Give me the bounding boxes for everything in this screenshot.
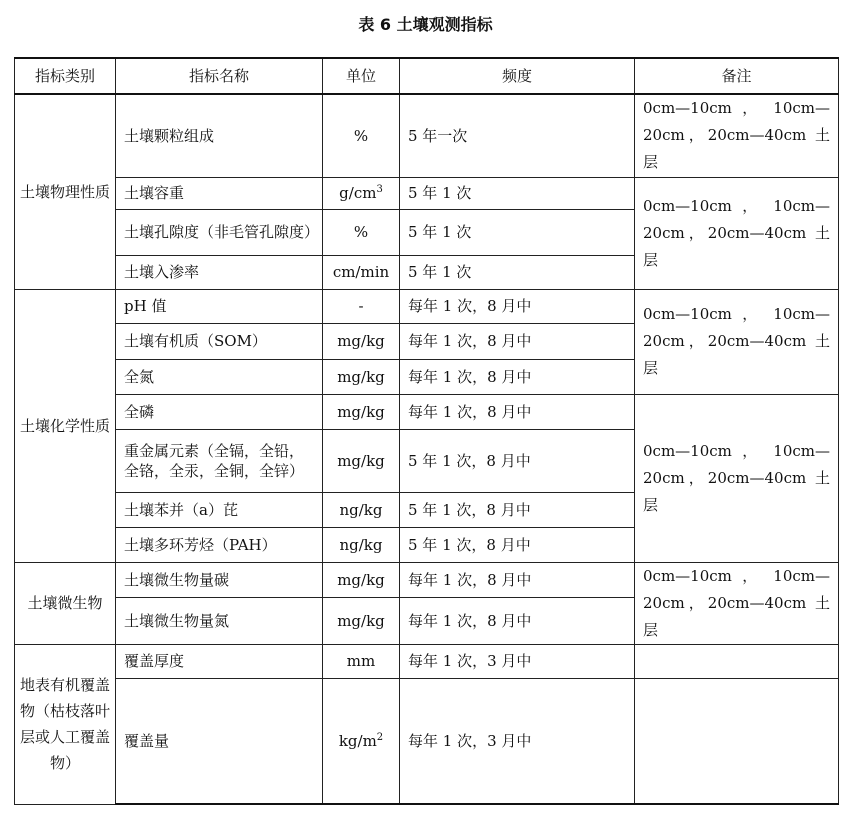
indicator-name: 土壤苯并（a）芘: [116, 492, 323, 527]
indicator-unit: mg/kg: [323, 597, 400, 644]
indicator-frequency: 5 年 1 次: [400, 209, 635, 255]
note-cell: 0cm—10cm ， 10cm—20cm，20cm—40cm 土层: [635, 562, 839, 644]
indicator-name: 土壤容重: [116, 177, 323, 209]
indicator-frequency: 每年 1 次，8 月中: [400, 394, 635, 429]
table-title: 表 6 土壤观测指标: [358, 15, 493, 34]
indicator-name: 土壤微生物量氮: [116, 597, 323, 644]
note-cell-empty: [635, 644, 839, 678]
unit-superscript: 3: [376, 184, 383, 195]
unit-superscript: 2: [376, 731, 384, 743]
header-unit: 单位: [323, 58, 400, 94]
indicator-unit: mg/kg: [323, 359, 400, 394]
table-row: [15, 394, 839, 429]
indicator-frequency: 每年 1 次，8 月中: [400, 562, 635, 597]
indicator-name: 土壤入渗率: [116, 255, 323, 289]
indicator-name: 土壤颗粒组成: [116, 94, 323, 177]
indicator-name: 土壤孔隙度（非毛管孔隙度）: [116, 209, 323, 255]
table-row: [15, 562, 839, 597]
category-cover: 地表有机覆盖物（枯枝落叶层或人工覆盖物）: [15, 644, 116, 804]
header-frequency: 频度: [400, 58, 635, 94]
indicator-name: 土壤有机质（SOM）: [116, 323, 323, 359]
header-note: 备注: [635, 58, 839, 94]
soil-indicator-table: [14, 57, 839, 805]
indicator-unit: %: [323, 94, 400, 177]
table-row: [15, 289, 839, 323]
indicator-frequency: 5 年 1 次，8 月中: [400, 492, 635, 527]
indicator-frequency: 5 年一次: [400, 94, 635, 177]
note-cell: 0cm—10cm ， 10cm—20cm，20cm—40cm 土层: [635, 289, 839, 394]
indicator-unit: ng/kg: [323, 492, 400, 527]
indicator-unit: mg/kg: [323, 323, 400, 359]
table-row: [15, 678, 839, 804]
indicator-frequency: 每年 1 次，8 月中: [400, 323, 635, 359]
category-microbial: 土壤微生物: [15, 562, 116, 644]
indicator-name: 覆盖厚度: [116, 644, 323, 678]
indicator-unit: mg/kg: [323, 429, 400, 492]
note-cell: 0cm—10cm ， 10cm—20cm，20cm—40cm 土层: [635, 394, 839, 562]
indicator-unit: ng/kg: [323, 527, 400, 562]
table-row: [15, 177, 839, 209]
indicator-unit: cm/min: [323, 255, 400, 289]
header-row: [15, 58, 839, 94]
header-category: 指标类别: [15, 58, 116, 94]
unit-base: g/cm: [339, 184, 377, 202]
indicator-frequency: 每年 1 次，8 月中: [400, 597, 635, 644]
indicator-unit: mg/kg: [323, 394, 400, 429]
indicator-name: 土壤微生物量碳: [116, 562, 323, 597]
category-chemical: 土壤化学性质: [15, 289, 116, 562]
indicator-name: 土壤多环芳烃（PAH）: [116, 527, 323, 562]
indicator-frequency: 每年 1 次，3 月中: [400, 644, 635, 678]
indicator-unit: %: [323, 209, 400, 255]
indicator-frequency: 5 年 1 次，8 月中: [400, 429, 635, 492]
indicator-name: 全氮: [116, 359, 323, 394]
indicator-frequency: 5 年 1 次: [400, 255, 635, 289]
indicator-unit: -: [323, 289, 400, 323]
unit-base: kg/m: [338, 731, 377, 750]
indicator-unit: mm: [323, 644, 400, 678]
indicator-unit: [323, 678, 400, 804]
indicator-name: 全磷: [116, 394, 323, 429]
category-physical: 土壤物理性质: [15, 94, 116, 289]
indicator-frequency: 每年 1 次，8 月中: [400, 359, 635, 394]
table-row: [15, 94, 839, 177]
indicator-frequency: 5 年 1 次，8 月中: [400, 527, 635, 562]
indicator-unit: [323, 177, 400, 209]
indicator-name: pH 值: [116, 289, 323, 323]
note-cell: 0cm—10cm ， 10cm—20cm，20cm—40cm 土层: [635, 94, 839, 177]
indicator-unit: mg/kg: [323, 562, 400, 597]
indicator-name: 重金属元素（全镉，全铅，全铬，全汞，全铜，全锌）: [116, 429, 323, 492]
indicator-frequency: 5 年 1 次: [400, 177, 635, 209]
indicator-name: 覆盖量: [116, 678, 323, 804]
note-cell: 0cm—10cm ， 10cm—20cm，20cm—40cm 土层: [635, 177, 839, 289]
indicator-frequency: 每年 1 次，8 月中: [400, 289, 635, 323]
indicator-frequency: 每年 1 次，3 月中: [400, 678, 635, 804]
header-name: 指标名称: [116, 58, 323, 94]
note-cell-empty: [635, 678, 839, 804]
table-row: [15, 644, 839, 678]
